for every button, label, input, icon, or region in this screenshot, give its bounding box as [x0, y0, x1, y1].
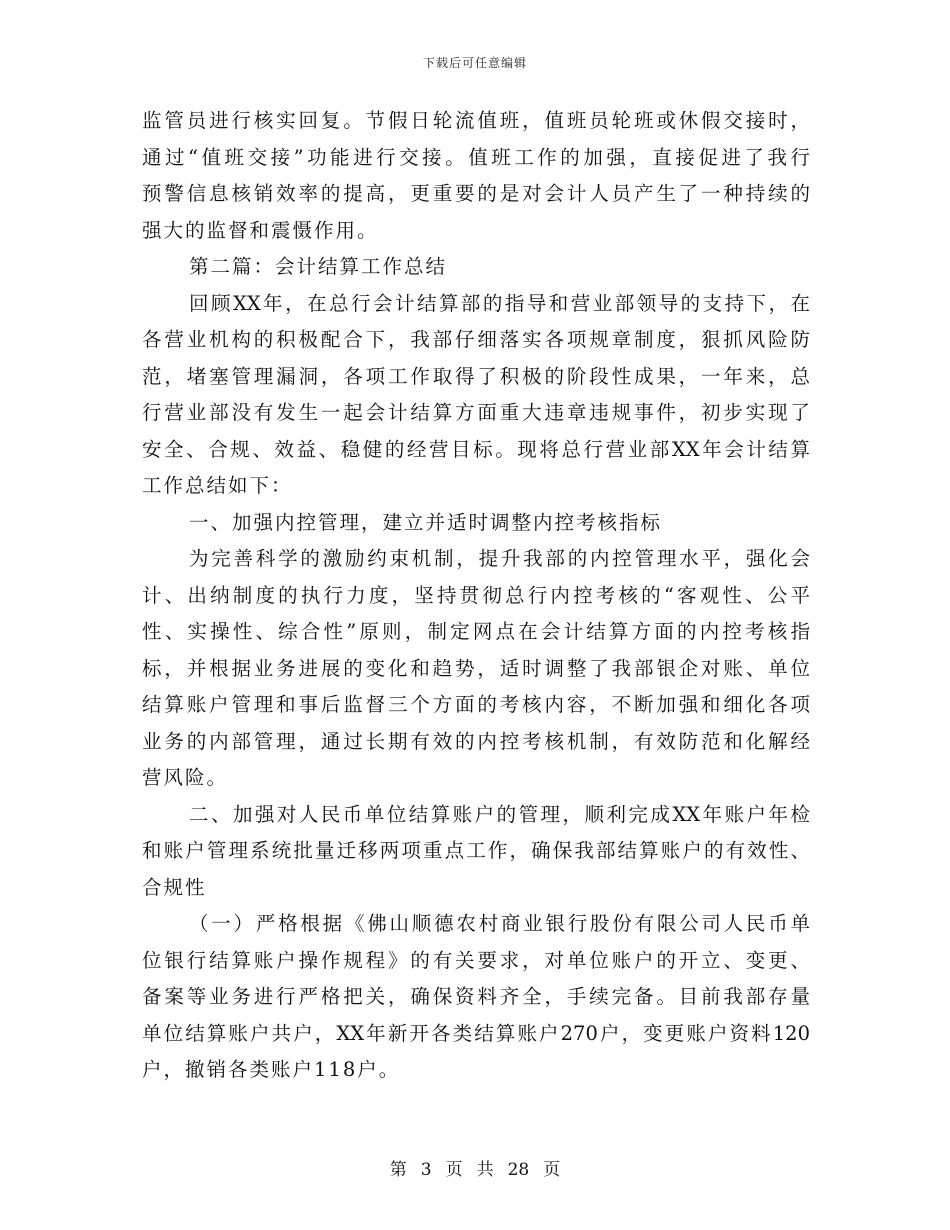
text-line: 通过“值班交接”功能进行交接。值班工作的加强，直接促进了我行	[142, 145, 810, 169]
text-line: 为完善科学的激励约束机制，提升我部的内控管理水平，强化会	[189, 547, 810, 570]
text-line: 工作总结如下：	[142, 474, 293, 497]
footer-ye: 页	[445, 1160, 463, 1180]
text-line: 合规性	[142, 875, 207, 899]
text-line: 标，并根据业务进展的变化和趋势，适时调整了我部银企对账、单位	[142, 656, 810, 680]
text-line: 备案等业务进行严格把关，确保资料齐全，手续完备。目前我部存量	[142, 985, 810, 1008]
text-line: 预警信息核销效率的提高，更重要的是对会计人员产生了一种持续的	[142, 182, 810, 205]
text-line: （一）严格根据《佛山顺德农村商业银行股份有限公司人民币单	[189, 912, 810, 935]
text-line: 户，撤销各类账户118户。	[142, 1058, 401, 1081]
text-line: 计、出纳制度的执行力度，坚持贯彻总行内控考核的“客观性、公平	[142, 583, 810, 607]
section-heading: 二、加强对人民币单位结算账户的管理，顺利完成XX年账户年检	[189, 802, 810, 826]
section-heading: 一、加强内控管理，建立并适时调整内控考核指标	[189, 510, 663, 534]
text-line: 范，堵塞管理漏洞，各项工作取得了积极的阶段性成果，一年来，总	[142, 364, 810, 388]
text-line: 强大的监督和震慑作用。	[142, 218, 379, 242]
text-line: 安全、合规、效益、稳健的经营目标。现将总行营业部XX年会计结算	[142, 437, 810, 461]
text-line: 监管员进行核实回复。节假日轮流值班，值班员轮班或休假交接时，	[142, 109, 810, 132]
document-body	[142, 103, 810, 1089]
text-line: 回顾XX年，在总行会计结算部的指导和营业部领导的支持下，在	[189, 291, 810, 315]
text-line: 业务的内部管理，通过长期有效的内控考核机制，有效防范和化解经	[142, 729, 810, 753]
text-line: 营风险。	[142, 766, 229, 789]
page-footer	[0, 1155, 950, 1180]
text-line: 和账户管理系统批量迁移两项重点工作，确保我部结算账户的有效性、	[142, 839, 810, 862]
text-line: 位银行结算账户操作规程》的有关要求，对单位账户的开立、变更、	[142, 948, 810, 972]
page-header: 下载后可任意编辑	[422, 56, 527, 70]
total-pages: 28	[507, 1160, 530, 1180]
page-number: 3	[420, 1160, 432, 1180]
footer-ye-end: 页	[543, 1160, 561, 1180]
text-line: 结算账户管理和事后监督三个方面的考核内容，不断加强和细化各项	[142, 693, 810, 716]
text-line: 性、实操性、综合性”原则，制定网点在会计结算方面的内控考核指	[142, 620, 810, 643]
footer-gong: 共	[476, 1160, 494, 1180]
text-line: 单位结算账户共户，XX年新开各类结算账户270户，变更账户资料120	[142, 1021, 810, 1045]
footer-di: 第	[389, 1160, 407, 1180]
text-line: 行营业部没有发生一起会计结算方面重大违章违规事件，初步实现了	[142, 401, 810, 424]
text-line: 各营业机构的积极配合下，我部仔细落实各项规章制度，狠抓风险防	[142, 328, 810, 351]
section-title: 第二篇：会计结算工作总结	[189, 255, 448, 278]
